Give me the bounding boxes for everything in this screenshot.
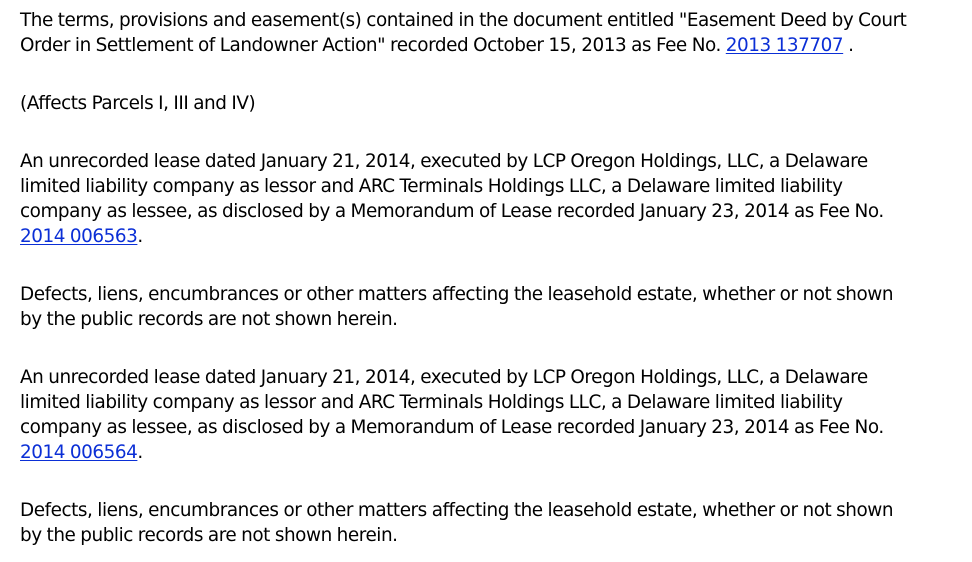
paragraph-defects-1 [20,282,960,332]
paragraph-gap [20,58,960,91]
text-line [20,224,960,249]
paragraph-gap [20,116,960,149]
paragraph-gap [20,465,960,498]
link-trailing-text: . [843,35,854,56]
paragraph-defects-2 [20,498,960,548]
text-line [20,33,960,58]
paragraph-easement-deed [20,8,960,58]
text-line [20,440,960,465]
link-trailing-text: . [137,442,143,463]
text-line: limited liability company as lessor and ARC Terminals Holdings LLC, a Delaware limited liability [20,392,843,413]
fee-number-link-2014-006564[interactable]: 2014 006564 [20,442,138,463]
fee-number-link-2014-006563[interactable]: 2014 006563 [20,226,138,247]
document-body [20,8,960,548]
text-line: An unrecorded lease dated January 21, 2014, executed by LCP Oregon Holdings, LLC, a Delaware [20,367,868,388]
text-line: by the public records are not shown herein. [20,309,398,330]
fee-number-link-2013-137707[interactable]: 2013 137707 [725,35,844,56]
text-line: limited liability company as lessor and ARC Terminals Holdings LLC, a Delaware limited liability [20,176,843,197]
text-line: Defects, liens, encumbrances or other matters affecting the leasehold estate, whether or not shown [20,500,894,521]
text-line: An unrecorded lease dated January 21, 2014, executed by LCP Oregon Holdings, LLC, a Delaware [20,151,868,172]
paragraph-gap [20,332,960,365]
text-line: company as lessee, as disclosed by a Memorandum of Lease recorded January 23, 2014 as Fee No. [20,417,884,438]
paragraph-unrecorded-lease-1 [20,149,960,249]
text-line: Defects, liens, encumbrances or other matters affecting the leasehold estate, whether or not shown [20,284,894,305]
text-line: company as lessee, as disclosed by a Memorandum of Lease recorded January 23, 2014 as Fee No. [20,201,884,222]
paragraph-unrecorded-lease-2 [20,365,960,465]
text-line-content: Order in Settlement of Landowner Action" recorded October 15, 2013 as Fee No. [20,35,726,56]
text-line: The terms, provisions and easement(s) contained in the document entitled "Easement Deed by Court [20,10,907,31]
link-trailing-text: . [137,226,143,247]
text-line: (Affects Parcels I, III and IV) [20,93,256,114]
text-line: by the public records are not shown herein. [20,525,398,546]
paragraph-affects-parcels [20,91,960,116]
paragraph-gap [20,249,960,282]
